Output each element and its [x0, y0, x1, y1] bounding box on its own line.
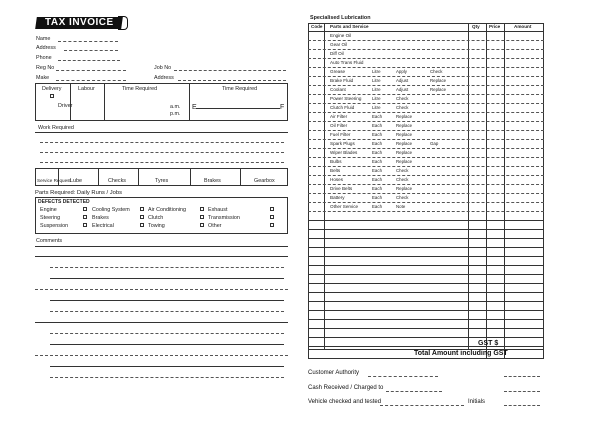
comment-line[interactable]	[50, 366, 284, 367]
customer-authority-line-2[interactable]	[504, 376, 540, 377]
parts-row-line	[308, 265, 544, 266]
parts-row-line	[308, 211, 544, 212]
work-line[interactable]	[40, 152, 284, 153]
address2-field-line[interactable]	[178, 80, 286, 81]
title-corner-decoration	[118, 16, 128, 30]
service-col-header: Lube	[70, 178, 82, 184]
job-no-field-line[interactable]	[174, 70, 286, 71]
parts-row-line	[308, 103, 544, 104]
job-no-label: Job No	[154, 65, 172, 71]
parts-row-name: Diff Oil	[330, 51, 344, 56]
parts-row-name: Hoses	[330, 177, 344, 182]
checklist-checkbox[interactable]	[140, 223, 144, 227]
parts-row-cell: Litre	[372, 69, 381, 74]
parts-row-line	[308, 175, 544, 176]
checklist-item-label: Exhaust	[208, 207, 228, 213]
name-field-line[interactable]	[58, 41, 118, 42]
parts-row-name: Grease	[330, 69, 346, 74]
parts-row-line	[308, 319, 544, 320]
checklist-item-label: Steering	[40, 215, 61, 221]
parts-row-cell: Adjust	[396, 87, 409, 92]
comment-line[interactable]	[50, 333, 284, 334]
checklist-item-label: Transmission	[208, 215, 240, 221]
parts-row-name: Gear Oil	[330, 42, 348, 47]
checklist-checkbox[interactable]	[270, 215, 274, 219]
comment-line[interactable]	[35, 289, 288, 290]
parts-row-name: Auto Trans Fluid	[330, 60, 364, 65]
parts-row-name: Drive Belts	[330, 186, 353, 191]
checklist-item-label: Cooling System	[92, 207, 130, 213]
parts-row-line	[308, 283, 544, 284]
parts-row-cell: Note	[396, 204, 406, 209]
total-label: Total Amount including GST	[414, 350, 508, 357]
work-line[interactable]	[40, 162, 284, 163]
parts-row-line	[308, 301, 544, 302]
service-col-header: Gearbox	[254, 178, 275, 184]
parts-row-name: Brake Fluid	[330, 78, 354, 83]
parts-row-line	[308, 256, 544, 257]
parts-required-label: Parts Required: Daily Runs / Jobs	[35, 190, 122, 196]
delivery-header: Delivery	[42, 86, 62, 92]
parts-row-line	[308, 328, 544, 329]
parts-row-cell: Replace	[396, 114, 413, 119]
parts-row-line	[308, 139, 544, 140]
parts-row-line	[308, 121, 544, 122]
parts-row-cell: Litre	[372, 78, 381, 83]
page-title: TAX INVOICE	[45, 17, 114, 28]
parts-row-line	[308, 130, 544, 131]
parts-row-name: Spark Plugs	[330, 141, 355, 146]
parts-row-cell: Check	[396, 96, 409, 101]
service-col-header: Brakes	[204, 178, 221, 184]
parts-row-line	[308, 148, 544, 149]
vehicle-checked-label: Vehicle checked and tested	[308, 399, 382, 405]
parts-row-cell: Check	[396, 195, 409, 200]
checklist-checkbox[interactable]	[270, 223, 274, 227]
parts-col-header: Qty	[472, 24, 480, 29]
parts-row-name: Air Filter	[330, 114, 348, 119]
address-label-2: Address	[154, 75, 174, 81]
cash-received-line-2[interactable]	[504, 391, 540, 392]
parts-row-cell: Replace	[430, 87, 447, 92]
parts-row-line	[308, 247, 544, 248]
parts-row-cell: Each	[372, 132, 383, 137]
parts-row-cell: Replace	[396, 150, 413, 155]
parts-row-name: Wiper Blades	[330, 150, 358, 155]
parts-row-line	[308, 310, 544, 311]
cash-received-label: Cash Received / Charged to	[308, 385, 384, 391]
parts-row-cell: Gap	[430, 141, 439, 146]
work-required-label: Work Required	[38, 125, 74, 131]
comment-line[interactable]	[35, 256, 288, 257]
service-col-header: Checks	[108, 178, 126, 184]
parts-col-header: Code	[311, 24, 323, 29]
parts-row-cell: Each	[372, 186, 383, 191]
parts-row-line	[308, 220, 544, 221]
checklist-item-label: Electrical	[92, 223, 114, 229]
parts-row-cell: Apply	[396, 69, 407, 74]
parts-row-line	[308, 184, 544, 185]
comment-line[interactable]	[50, 278, 284, 279]
checklist-checkbox[interactable]	[83, 207, 87, 211]
comment-line[interactable]	[50, 344, 284, 345]
comment-line[interactable]	[50, 377, 284, 378]
parts-row-cell: Each	[372, 141, 383, 146]
parts-row-line	[308, 292, 544, 293]
parts-section-title: Specialised Lubrication	[310, 15, 371, 21]
parts-col-header: Amount	[514, 24, 532, 29]
checklist-item-label: Brakes	[92, 215, 109, 221]
parts-row-line	[308, 94, 544, 95]
parts-row-line	[308, 193, 544, 194]
comments-label: Comments	[36, 238, 63, 244]
parts-row-cell: Adjust	[396, 78, 409, 83]
parts-row-cell: Each	[372, 195, 383, 200]
parts-row-cell: Check	[396, 168, 409, 173]
checklist-item-label: Engine	[40, 207, 57, 213]
comment-line[interactable]	[35, 322, 288, 323]
parts-row-cell: Each	[372, 123, 383, 128]
checklist-item-label: Clutch	[148, 215, 164, 221]
time-required-header-2: Time Required	[222, 86, 258, 92]
parts-row-cell: Replace	[396, 123, 413, 128]
customer-authority-line[interactable]	[368, 376, 438, 377]
time-required-header: Time Required	[122, 86, 158, 92]
checklist-item-label: Other	[208, 223, 222, 229]
vehicle-checked-line[interactable]	[380, 405, 464, 406]
parts-col-header: Price	[489, 24, 501, 29]
parts-row-line	[308, 85, 544, 86]
parts-row-line	[308, 337, 544, 338]
driver-label: Driver	[58, 103, 73, 109]
parts-row-name: Engine Oil	[330, 33, 352, 38]
checklist-checkbox[interactable]	[270, 207, 274, 211]
parts-row-name: Other Service	[330, 204, 359, 209]
header-field-label: Reg No	[36, 65, 55, 71]
comment-line[interactable]	[50, 311, 284, 312]
parts-col-header: Parts and Service	[330, 24, 369, 29]
pm-label: p.m.	[170, 111, 181, 117]
defects-title: DEFECTS DETECTED	[38, 199, 90, 205]
parts-row-cell: Replace	[396, 141, 413, 146]
comment-line[interactable]	[50, 300, 284, 301]
parts-row-name: Fuel Filter	[330, 132, 351, 137]
cash-received-line[interactable]	[386, 391, 442, 392]
parts-row-cell: Each	[372, 114, 383, 119]
vehicle-checked-suffix: Initials	[468, 399, 486, 405]
parts-row-line	[308, 157, 544, 158]
parts-row-cell: Each	[372, 204, 383, 209]
parts-row-cell: Replace	[396, 132, 413, 137]
parts-row-name: Battery	[330, 195, 345, 200]
parts-row-cell: Check	[396, 105, 409, 110]
parts-row-cell: Each	[372, 159, 383, 164]
header-field-label: Phone	[36, 55, 52, 61]
checklist-checkbox[interactable]	[200, 207, 204, 211]
customer-authority-label: Customer Authority	[308, 370, 360, 376]
parts-row-cell: Check	[430, 69, 443, 74]
parts-row-cell: Litre	[372, 105, 381, 110]
parts-row-name: Bulbs	[330, 159, 342, 164]
labour-header: Labour	[78, 86, 95, 92]
parts-row-line	[308, 49, 544, 50]
checklist-checkbox[interactable]	[140, 215, 144, 219]
checklist-checkbox[interactable]	[83, 223, 87, 227]
header-field-label: Address	[36, 45, 56, 51]
parts-row-line	[308, 346, 544, 347]
reg-field-line[interactable]	[56, 70, 126, 71]
checklist-item-label: Air Conditioning	[148, 207, 187, 213]
header-field-label: Name	[36, 36, 51, 42]
checklist-item-label: Suspension	[40, 223, 69, 229]
parts-row-line	[308, 112, 544, 113]
work-line[interactable]	[40, 142, 284, 143]
checklist-checkbox[interactable]	[200, 215, 204, 219]
address-field-line[interactable]	[64, 50, 118, 51]
parts-row-line	[308, 274, 544, 275]
vehicle-checked-line-2[interactable]	[504, 405, 540, 406]
gst-label: GST $	[478, 340, 499, 347]
phone-field-line[interactable]	[58, 60, 120, 61]
parts-row-line	[308, 67, 544, 68]
parts-row-name: Power Steering	[330, 96, 362, 101]
checklist-checkbox[interactable]	[83, 215, 87, 219]
parts-row-cell: Replace	[396, 186, 413, 191]
parts-row-cell: Check	[396, 177, 409, 182]
parts-row-cell: Each	[372, 168, 383, 173]
parts-row-cell: Replace	[396, 159, 413, 164]
parts-row-line	[308, 229, 544, 230]
parts-row-cell: Each	[372, 150, 383, 155]
header-field-label: Make	[36, 75, 50, 81]
service-col-header: Tyres	[155, 178, 169, 184]
time-field-line[interactable]	[196, 108, 280, 109]
checklist-checkbox[interactable]	[200, 223, 204, 227]
make-field-line[interactable]	[56, 80, 126, 81]
parts-row-line	[308, 40, 544, 41]
parts-row-line	[308, 166, 544, 167]
parts-row-line	[308, 76, 544, 77]
service-col-header: Service Request	[37, 178, 71, 183]
parts-row-cell: Replace	[430, 78, 447, 83]
checklist-checkbox[interactable]	[140, 207, 144, 211]
parts-row-cell: Each	[372, 177, 383, 182]
parts-row-line	[308, 202, 544, 203]
comment-line[interactable]	[35, 355, 288, 356]
parts-row-name: Belts	[330, 168, 341, 173]
parts-row-name: Coolant	[330, 87, 346, 92]
parts-row-name: Clutch Fluid	[330, 105, 355, 110]
checklist-item-label: Towing	[148, 223, 165, 229]
am-label: a.m.	[170, 104, 181, 110]
parts-row-name: Oil Filter	[330, 123, 348, 128]
parts-row-line	[308, 58, 544, 59]
delivery-checkbox[interactable]	[50, 94, 54, 98]
comment-line[interactable]	[50, 267, 284, 268]
parts-row-cell: Litre	[372, 87, 381, 92]
parts-row-line	[308, 238, 544, 239]
parts-row-cell: Litre	[372, 96, 381, 101]
